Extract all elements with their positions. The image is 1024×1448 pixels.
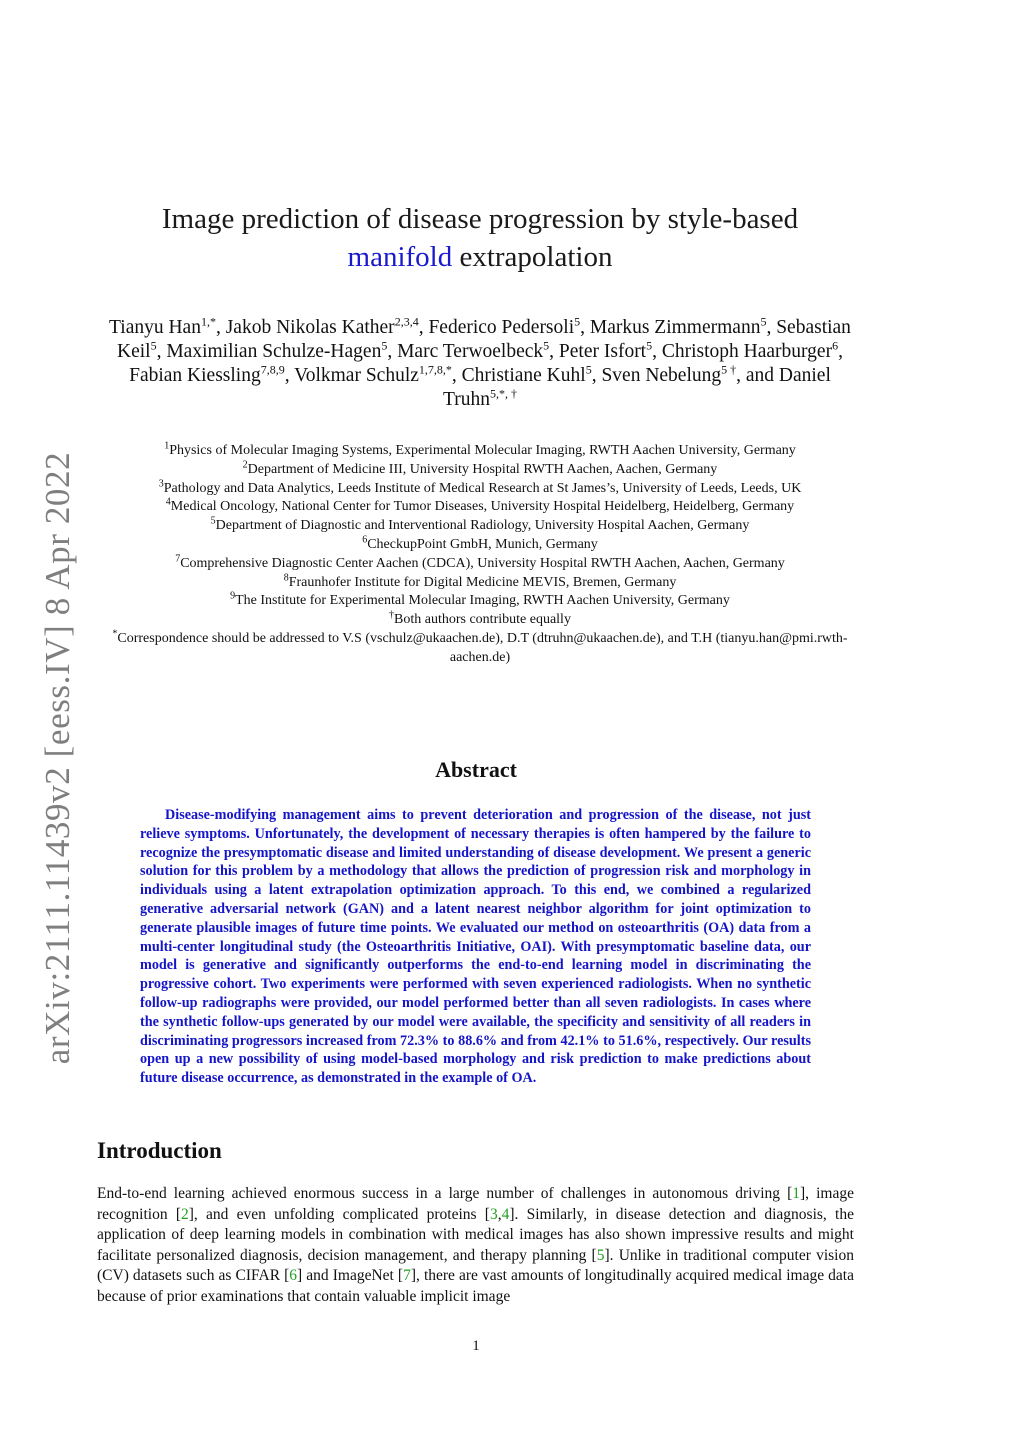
introduction-text: ]. Similarly, in disease detection and diagnosis, the application of deep learning models in combination with medical images has also shown impressive results and might facilitate personalized diagnosis, decision management, and therapy planning [ — [97, 1205, 854, 1264]
citation-link[interactable]: 1 — [792, 1185, 801, 1202]
author-entry — [428, 314, 590, 338]
affiliation-marker: 3 — [158, 477, 164, 489]
paper-title — [0, 200, 960, 276]
affiliation-text: Comprehensive Diagnostic Center Aachen (CDCA), University Hospital RWTH Aachen, Aachen, Germany — [180, 555, 785, 571]
affiliation-marker: 1 — [164, 440, 170, 452]
affiliation-marker: 5 — [210, 515, 216, 527]
author-name: Daniel Truhn — [443, 365, 831, 410]
author-affiliation-marker: 5 — [574, 314, 581, 329]
author-affiliation-marker: 5 — [381, 338, 388, 353]
author-name: Christiane Kuhl — [461, 365, 586, 386]
affiliation-text: Department of Diagnostic and Interventional Radiology, University Hospital Aachen, Germany — [215, 518, 750, 534]
abstract-body: Disease-modifying management aims to prevent deterioration and progression of the disease, not just relieve symptoms. Unfortunately, the development of necessary therapies is often hampered by the failure to recognize the presymptomatic disease and limited understanding of disease development. We present a generic solution for this problem by a methodology that allows the prediction of progression risk and morphology in individuals using a latent extrapolation optimization approach. To this end, we combined a regularized generative adversarial network (GAN) and a latent nearest neighbor algorithm for joint optimization to generate plausible images of future time points. We evaluated our method on osteoarthritis (OA) data from a multi-center longitudinal study (the Osteoarthritis Initiative, OAI). With presymptomatic baseline data, our model is generative and significantly outperforms the end-to-end learning model in discriminating the progressive cohort. Two experiments were performed with seven experienced radiologists. When no synthetic follow-up radiographs were provided, our model performed better than all seven radiologists. In cases where the synthetic follow-ups generated by our model were available, the specificity and sensitivity of all readers in discriminating progressors increased from 72.3% to 88.6% and from 42.1% to 51.6%, respectively. Our results open up a new possibility of using model-based morphology and risk prediction to make predictions about future disease occurrence, as demonstrated in the example of OA. — [140, 807, 811, 1087]
affiliation-marker: 7 — [175, 553, 181, 565]
citation-link[interactable]: 5 — [596, 1246, 605, 1264]
author-name: Federico Pedersoli — [428, 317, 575, 338]
author-entry — [397, 338, 559, 362]
author-entry — [558, 338, 662, 362]
author-name: Fabian Kiessling — [129, 365, 261, 386]
affiliation-line — [90, 536, 870, 555]
author-name: Jakob Nikolas Kather — [225, 317, 395, 338]
affiliation-text: Correspondence should be addressed to V.S (vschulz@ukaachen.de), D.T (dtruhn@ukaachen.de), and T.H (tianyu.han@pmi.rwth-aachen.de) — [117, 630, 848, 665]
affiliation-line — [90, 477, 870, 499]
author-separator: , — [156, 341, 167, 362]
affiliation-list — [90, 442, 870, 668]
citation-link[interactable]: 7 — [403, 1267, 411, 1284]
author-separator: , — [418, 317, 429, 338]
citation-link[interactable]: 4 — [501, 1205, 510, 1223]
author-affiliation-marker: 1,* — [200, 314, 216, 329]
affiliation-text: Department of Medicine III, University Hospital RWTH Aachen, Aachen, Germany — [247, 461, 718, 477]
author-list — [95, 316, 865, 412]
affiliation-marker: * — [112, 628, 118, 640]
affiliation-text: CheckupPoint GmbH, Munich, Germany — [367, 536, 598, 552]
author-entry — [166, 338, 398, 362]
affiliation-text: Physics of Molecular Imaging Systems, Experimental Molecular Imaging, RWTH Aachen University, Germany — [169, 443, 796, 458]
citation-link[interactable]: 6 — [289, 1267, 298, 1284]
author-name: Sven Nebelung — [601, 365, 722, 386]
author-entry — [109, 314, 226, 338]
citation-link[interactable]: 3 — [489, 1205, 498, 1223]
affiliation-line — [90, 611, 870, 630]
affiliation-line — [90, 442, 870, 461]
affiliation-text: The Institute for Experimental Molecular Imaging, RWTH Aachen University, Germany — [235, 593, 730, 609]
author-separator: , and — [736, 365, 779, 386]
author-affiliation-marker: 1,7,8,* — [418, 362, 452, 377]
author-separator: , — [766, 317, 777, 338]
author-affiliation-marker: 5 † — [721, 362, 737, 377]
author-name: Volkmar Schulz — [294, 365, 419, 386]
affiliation-line — [90, 461, 870, 480]
author-affiliation-marker: 7,8,9 — [260, 362, 285, 377]
author-affiliation-marker: 2,3,4 — [394, 314, 419, 329]
affiliation-text: Fraunhofer Institute for Digital Medicine MEVIS, Bremen, Germany — [288, 574, 677, 590]
author-name: Markus Zimmermann — [589, 317, 761, 338]
author-entry — [225, 314, 429, 338]
arxiv-stamp: arXiv:2111.11439v2 [eess.IV] 8 Apr 2022 — [38, 451, 77, 1065]
affiliation-text: Pathology and Data Analytics, Leeds Institute of Medical Research at St James’s, University of Leeds, Leeds, UK — [163, 480, 802, 496]
author-separator: , — [591, 365, 602, 386]
author-affiliation-marker: 5,*, † — [489, 386, 517, 401]
author-affiliation-marker: 6 — [832, 338, 839, 353]
author-name: Tianyu Han — [109, 317, 201, 338]
author-name: Peter Isfort — [558, 341, 647, 362]
introduction-heading: Introduction — [97, 1138, 222, 1163]
author-affiliation-marker: 5 — [150, 338, 157, 353]
introduction-text: ] and ImageNet [ — [297, 1267, 404, 1284]
introduction-text: End-to-end learning achieved enormous success in a large number of challenges in autonomous driving [ — [97, 1185, 793, 1202]
author-separator: , — [215, 317, 226, 338]
author-name: Sebastian Keil — [117, 317, 851, 362]
affiliation-marker: 4 — [165, 496, 171, 508]
author-name: Marc Terwoelbeck — [397, 341, 544, 362]
affiliation-marker: 6 — [362, 534, 368, 546]
author-entry — [589, 314, 777, 338]
affiliation-marker: 2 — [242, 459, 248, 471]
affiliation-line — [90, 630, 870, 668]
citation-link[interactable]: 2 — [181, 1205, 189, 1223]
author-affiliation-marker: 5 — [543, 338, 550, 353]
author-separator: , — [284, 365, 295, 386]
author-name: Maximilian Schulze-Hagen — [166, 341, 382, 362]
abstract-heading: Abstract — [435, 757, 517, 782]
author-name: Christoph Haarburger — [661, 341, 833, 362]
author-entry — [601, 362, 779, 386]
introduction-body — [97, 1184, 854, 1307]
author-separator: , — [580, 317, 590, 338]
introduction-text: ], image recognition [ — [97, 1185, 854, 1223]
author-separator: , — [549, 341, 559, 362]
affiliation-marker: 8 — [283, 571, 289, 583]
affiliation-line — [90, 498, 870, 517]
introduction-text: ], there are vast amounts of longitudinally acquired medical image data because of prior examinations that contain valuable implicit image — [97, 1267, 854, 1305]
affiliation-marker: † — [389, 609, 395, 621]
affiliation-text: Both authors contribute equally — [394, 612, 571, 628]
affiliation-line — [90, 592, 870, 611]
title-manifold-link[interactable]: manifold — [347, 241, 453, 273]
author-affiliation-marker: 5 — [760, 314, 767, 329]
title-line-2: extrapolation — [452, 241, 613, 273]
author-affiliation-marker: 5 — [585, 362, 592, 377]
author-entry — [661, 338, 843, 362]
affiliation-line — [90, 571, 870, 593]
author-entry — [461, 362, 602, 386]
author-entry — [129, 362, 295, 386]
page-number: 1 — [472, 1338, 480, 1354]
introduction-text: , — [497, 1205, 502, 1223]
introduction-text: ]. Unlike in traditional computer vision (CV) datasets such as CIFAR [ — [97, 1246, 854, 1284]
author-separator: , — [451, 365, 462, 386]
author-entry — [294, 362, 462, 386]
title-line-1: Image prediction of disease progression by style-based — [161, 203, 799, 235]
author-separator: , — [838, 341, 843, 362]
affiliation-marker: 9 — [230, 590, 236, 602]
author-separator: , — [387, 341, 398, 362]
affiliation-text: Medical Oncology, National Center for Tumor Diseases, University Hospital Heidelberg, Heidelberg, Germany — [170, 499, 795, 515]
author-separator: , — [652, 341, 662, 362]
affiliation-line — [90, 555, 870, 574]
author-affiliation-marker: 5 — [646, 338, 653, 353]
introduction-text: ], and even unfolding complicated proteins [ — [188, 1205, 490, 1223]
affiliation-line — [90, 517, 870, 536]
